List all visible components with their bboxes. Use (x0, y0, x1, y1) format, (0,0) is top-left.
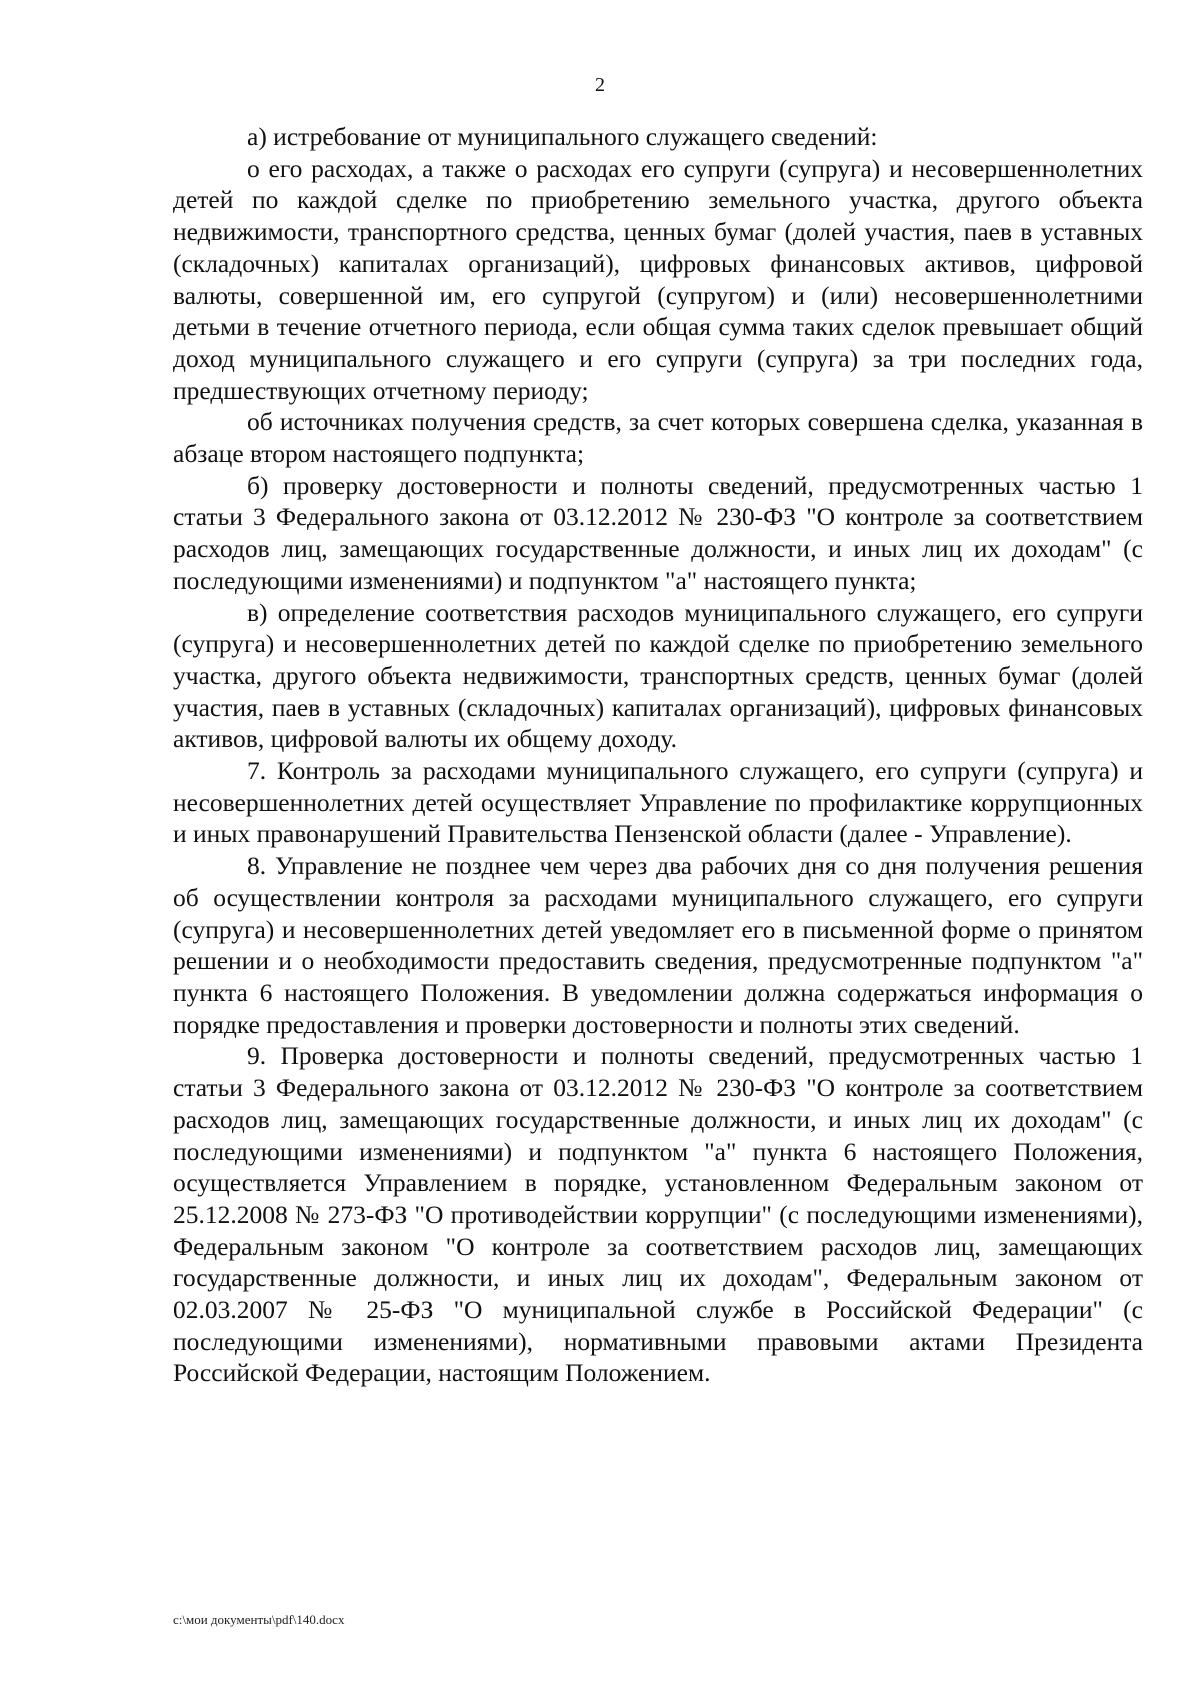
paragraph-v-compliance: в) определение соответствия расходов муниципального служащего, его супруги (супруга) и несовершеннолетних детей по каждой сделке по приобретению земельного участка, другого объекта недвижимости, транспортных средств, ценных бумаг (долей участия, паев в уставных (складочных) капиталах организаций), цифровых финансовых активов, цифровой валюты их общему доходу. (173, 597, 1143, 754)
paragraph-a-request: а) истребование от муниципального служащего сведений: (247, 122, 878, 151)
page-number: 2 (595, 74, 605, 96)
paragraph-sources: об источниках получения средств, за счет которых совершена сделка, указанная в абзаце втором настоящего подпункта; (173, 407, 1143, 469)
paragraph-b-verification: б) проверку достоверности и полноты сведений, предусмотренных частью 1 статьи 3 Федерального закона от 03.12.2012 № 230-ФЗ "О контроле за соответствием расходов лиц, замещающих государственные должности, и иных лиц их доходам" (с последующими изменениями) и подпунктом "а" настоящего пункта; (173, 470, 1143, 595)
footer-file-path: c:\мои документы\pdf\140.docx (173, 1612, 345, 1627)
paragraph-7: 7. Контроль за расходами муниципального служащего, его супруги (супруга) и несовершеннолетних детей осуществляет Управление по профилактике коррупционных и иных правонарушений Правительства Пензенской области (далее - Управление). (173, 756, 1143, 849)
paragraph-expenses: о его расходах, а также о расходах его супруги (супруга) и несовершеннолетних детей по каждой сделке по приобретению земельного участка, другого объекта недвижимости, транспортного средства, ценных бумаг (долей участия, паев в уставных (складочных) капиталах организаций), цифровых финансовых активов, цифровой валюты, совершенной им, его супругой (супругом) и (или) несовершеннолетними детьми в течение отчетного периода, если общая сумма таких сделок превышает общий доход муниципального служащего и его супруги (супруга) за три последних года, предшествующих отчетному периоду; (173, 153, 1143, 405)
document-body (173, 121, 1143, 1389)
paragraph-8: 8. Управление не позднее чем через два рабочих дня со дня получения решения об осуществлении контроля за расходами муниципального служащего, его супруги (супруга) и несовершеннолетних детей уведомляет его в письменной форме о принятом решении и о необходимости предоставить сведения, предусмотренные подпунктом "а" пункта 6 настоящего Положения. В уведомлении должна содержаться информация о порядке предоставления и проверки достоверности и полноты этих сведений. (173, 851, 1143, 1039)
paragraph-9: 9. Проверка достоверности и полноты сведений, предусмотренных частью 1 статьи 3 Федерального закона от 03.12.2012 № 230-ФЗ "О контроле за соответствием расходов лиц, замещающих государственные должности, и иных лиц их доходам" (с последующими изменениями) и подпунктом "а" пункта 6 настоящего Положения, осуществляется Управлением в порядке, установленном Федеральным законом от 25.12.2008 № 273-ФЗ "О противодействии коррупции" (с последующими изменениями), Федеральным законом "О контроле за соответствием расходов лиц, замещающих государственные должности, и иных лиц их доходам", Федеральным законом от 02.03.2007 № 25-ФЗ "О муниципальной службе в Российской Федерации" (с последующими изменениями), нормативными правовыми актами Президента Российской Федерации, настоящим Положением. (173, 1041, 1143, 1388)
